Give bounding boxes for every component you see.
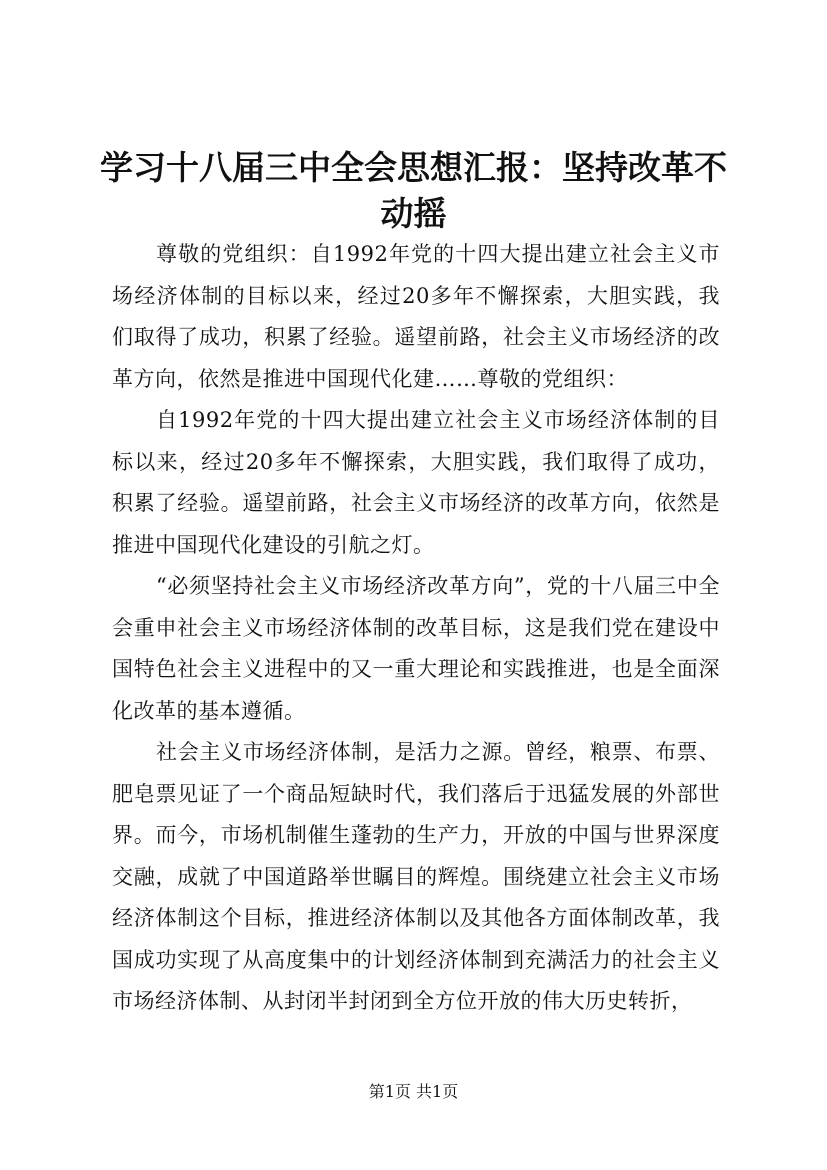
paragraph-4: 社会主义市场经济体制，是活力之源。曾经，粮票、布票、肥皂票见证了一个商品短缺时代，我们落后于迅猛发展的外部世界。而今，市场机制催生蓬勃的生产力，开放的中国与世界深度交融，成就了中国道路举世瞩目的辉煌。围绕建立社会主义市场经济体制这个目标，推进经济体制以及其他各方面体制改革，我国成功实现了从高度集中的计划经济体制到充满活力的社会主义市场经济体制、从封闭半封闭到全方位开放的伟大历史转折， [112,740,720,1013]
paragraph-3: “必须坚持社会主义市场经济改革方向”，党的十八届三中全会重申社会主义市场经济体制的改革目标，这是我们党在建设中国特色社会主义进程中的又一重大理论和实践推进，也是全面深化改革的基本遵循。 [112,574,720,723]
document-body [112,234,720,1023]
paragraph-2: 自1992年党的十四大提出建立社会主义市场经济体制的目标以来，经过20多年不懈探索，大胆实践，我们取得了成功，积累了经验。遥望前路，社会主义市场经济的改革方向，依然是推进中国现代化建设的引航之灯。 [112,408,720,557]
paragraph-1: 尊敬的党组织：自1992年党的十四大提出建立社会主义市场经济体制的目标以来，经过20多年不懈探索，大胆实践，我们取得了成功，积累了经验。遥望前路，社会主义市场经济的改革方向，依然是推进中国现代化建……尊敬的党组织： [112,242,720,391]
document-title: 学习十八届三中全会思想汇报：坚持改革不动摇 [100,148,727,233]
page-footer: 第1页 共1页 [368,1082,459,1101]
